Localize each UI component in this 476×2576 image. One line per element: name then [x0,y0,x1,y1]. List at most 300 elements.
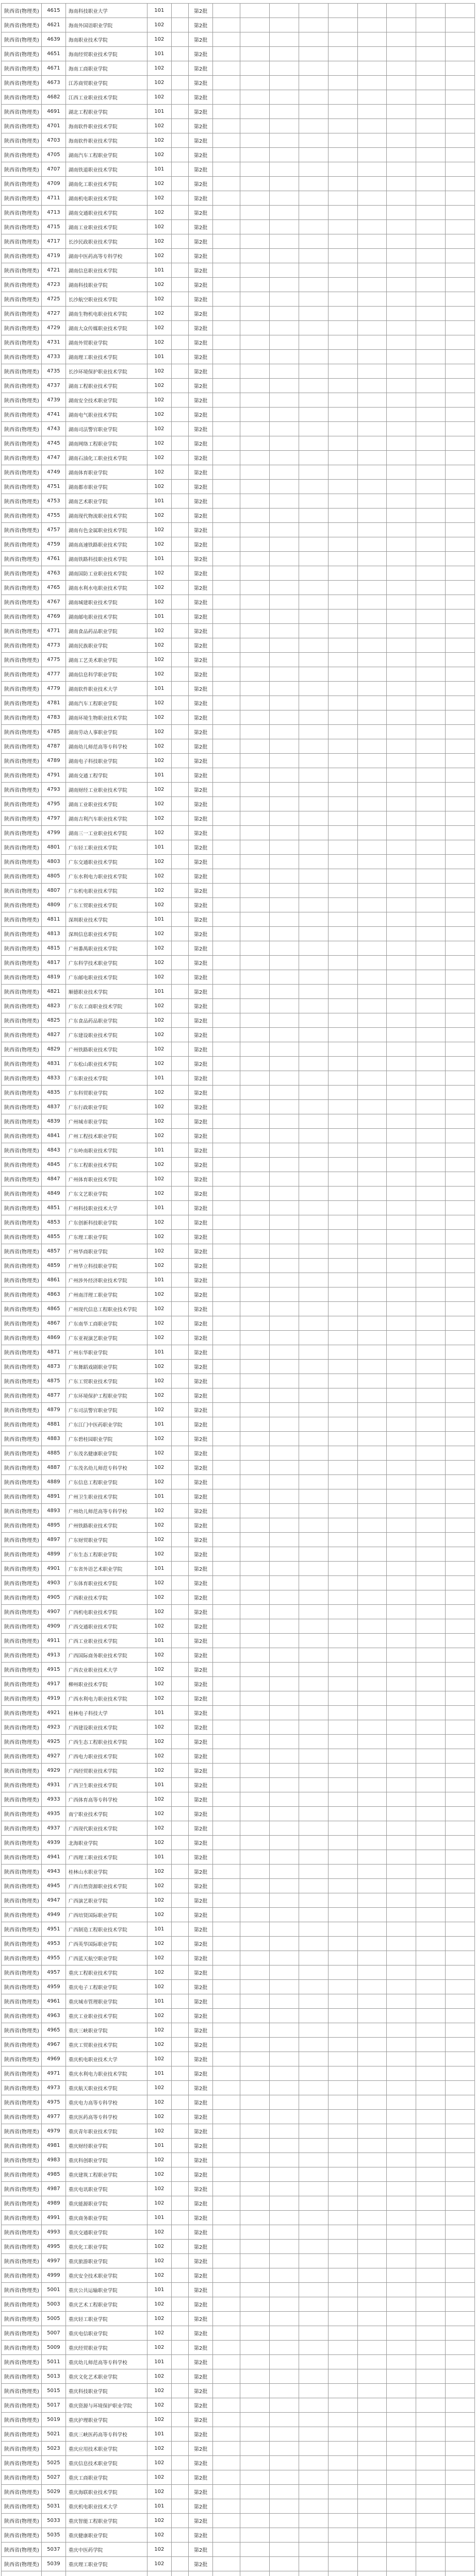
table-cell: 101 [147,1143,171,1158]
table-cell [357,1807,387,1821]
table-cell [270,1865,299,1879]
table-row [2,826,475,840]
table-cell: 4755 [41,509,65,523]
table-cell [270,1965,299,1980]
table-cell [171,494,188,509]
table-cell [270,768,299,783]
table-cell: 陕西省(物理类) [2,667,42,682]
table-row [2,1807,475,1821]
table-cell [240,1187,270,1201]
table-cell: 102 [147,581,171,595]
table-cell [299,1908,329,1922]
table-cell [328,1417,357,1432]
table-cell [446,1691,475,1706]
table-cell [240,1735,270,1749]
table-cell: 第2批 [189,1518,213,1533]
table-cell [299,1100,329,1114]
table-row [2,451,475,465]
table-row [2,2470,475,2485]
table-row [2,1475,475,1489]
table-cell: 湖南电气职业技术学院 [65,408,147,422]
table-cell [357,1547,387,1562]
table-cell [328,1605,357,1619]
table-cell [212,667,240,682]
table-cell: 陕西省(物理类) [2,2355,42,2369]
table-cell [357,653,387,667]
table-cell: 4803 [41,855,65,869]
table-cell [270,1562,299,1576]
table-cell [387,465,416,480]
table-cell [416,1432,446,1446]
table-cell [240,278,270,292]
table-cell [416,2341,446,2355]
table-cell [328,581,357,595]
table-cell [171,1086,188,1100]
table-cell [212,1100,240,1114]
table-cell: 第2批 [189,335,213,350]
table-cell [171,1273,188,1287]
table-cell [270,1316,299,1331]
table-cell: 陕西省(物理类) [2,1244,42,1259]
table-cell: 4963 [41,2009,65,2023]
table-cell: 4975 [41,2095,65,2110]
table-cell [299,2124,329,2139]
table-cell [240,2312,270,2326]
table-cell: 海南软件职业技术学院 [65,133,147,148]
table-row [2,840,475,855]
table-cell [171,1663,188,1677]
table-cell [240,1331,270,1345]
table-cell [171,638,188,653]
table-cell [299,999,329,1013]
table-cell [328,249,357,263]
table-cell: 陕西省(物理类) [2,422,42,436]
table-cell: 4801 [41,840,65,855]
table-cell: 重庆健康职业学院 [65,2528,147,2543]
table-cell [328,2341,357,2355]
table-cell [357,1129,387,1143]
table-cell: 第2批 [189,393,213,408]
table-cell: 4989 [41,2196,65,2211]
table-cell: 广东碧桂园职业学院 [65,1432,147,1446]
table-cell [240,2124,270,2139]
table-cell: 广东生态工程职业学院 [65,1547,147,1562]
table-cell [299,191,329,206]
table-cell [357,1937,387,1951]
table-cell [270,206,299,220]
table-cell [270,1634,299,1648]
table-cell: 4731 [41,335,65,350]
table-cell [212,249,240,263]
table-cell [299,985,329,999]
table-cell [171,2442,188,2456]
table-cell: 陕西省(物理类) [2,2557,42,2571]
table-cell [357,2095,387,2110]
table-cell: 陕西省(物理类) [2,2225,42,2240]
table-cell: 陕西省(物理类) [2,2240,42,2254]
table-cell [328,595,357,609]
table-cell [328,509,357,523]
table-cell [212,2355,240,2369]
table-cell: 102 [147,1951,171,1965]
table-cell [171,2355,188,2369]
table-cell: 101 [147,2139,171,2153]
table-cell: 102 [147,1821,171,1836]
table-cell: 重庆理工职业学院 [65,2557,147,2571]
table-cell [387,1648,416,1663]
table-cell [387,1273,416,1287]
table-cell [270,1057,299,1071]
table-cell [446,278,475,292]
table-cell [357,2240,387,2254]
table-cell [299,133,329,148]
table-row [2,797,475,811]
table-cell [446,2066,475,2081]
table-cell [299,1547,329,1562]
table-cell [357,2326,387,2341]
table-cell: 陕西省(物理类) [2,1807,42,1821]
table-cell: 4881 [41,1417,65,1432]
table-cell [357,379,387,393]
table-cell: 陕西省(物理类) [2,2369,42,2384]
table-cell [416,1360,446,1374]
table-cell [446,1187,475,1201]
table-cell: 102 [147,2384,171,2398]
table-cell [387,884,416,898]
table-cell: 4853 [41,1215,65,1230]
table-cell: 重庆中医药学院 [65,2543,147,2557]
table-cell: 101 [147,162,171,177]
table-cell [240,1547,270,1562]
table-cell: 广西自然资源职业技术学院 [65,1879,147,1893]
table-cell: 102 [147,2182,171,2196]
table-cell: 4769 [41,609,65,624]
table-cell [446,1562,475,1576]
table-cell [270,1908,299,1922]
table-cell [270,581,299,595]
table-cell [270,609,299,624]
table-cell: 第2批 [189,523,213,537]
table-cell [446,1100,475,1114]
table-cell [212,1547,240,1562]
table-cell [171,292,188,307]
table-cell [299,1172,329,1187]
table-cell: 4682 [41,90,65,105]
table-cell [299,1691,329,1706]
table-cell [387,191,416,206]
table-cell [240,970,270,985]
table-cell [212,1980,240,1994]
table-cell [387,537,416,552]
table-cell: 陕西省(物理类) [2,2196,42,2211]
table-row [2,1879,475,1893]
table-cell: 海南经贸职业技术学院 [65,47,147,61]
table-cell [171,2153,188,2167]
table-cell: 重庆商务职业学院 [65,2211,147,2225]
table-cell: 4871 [41,1345,65,1360]
table-cell: 第2批 [189,1590,213,1605]
table-cell: 第2批 [189,2470,213,2485]
table-cell: 桂林电子科技大学 [65,1706,147,1720]
table-cell: 重庆青年职业技术学院 [65,2124,147,2139]
table-cell: 102 [147,509,171,523]
table-cell [270,61,299,76]
table-cell: 102 [147,393,171,408]
table-cell: 湖北工程职业学院 [65,105,147,119]
table-cell [446,1994,475,2009]
table-cell: 102 [147,307,171,321]
table-row [2,2485,475,2499]
table-cell [270,1619,299,1634]
table-cell: 102 [147,1836,171,1850]
table-cell [171,566,188,581]
table-cell [446,1735,475,1749]
table-cell [270,4,299,18]
table-cell [240,2470,270,2485]
table-cell [240,1663,270,1677]
table-cell [416,191,446,206]
table-cell [212,162,240,177]
table-cell [357,436,387,451]
table-cell [240,2225,270,2240]
table-cell: 4889 [41,1475,65,1489]
table-cell [357,494,387,509]
table-cell [240,2283,270,2297]
table-cell: 101 [147,2355,171,2369]
table-cell: 第2批 [189,1331,213,1345]
table-cell [357,307,387,321]
table-row [2,1172,475,1187]
table-cell: 101 [147,768,171,783]
table-cell [387,32,416,47]
table-cell [357,537,387,552]
table-row [2,162,475,177]
table-cell: 第2批 [189,2009,213,2023]
table-cell: 4955 [41,1951,65,1965]
table-cell: 第2批 [189,956,213,970]
table-cell [171,206,188,220]
table-row [2,1215,475,1230]
table-cell [387,869,416,884]
table-cell: 陕西省(物理类) [2,292,42,307]
table-cell [446,509,475,523]
table-cell: 广东司法警官职业学院 [65,1403,147,1417]
table-cell [357,1879,387,1893]
table-cell [328,61,357,76]
table-cell [270,335,299,350]
table-cell: 陕西省(物理类) [2,1028,42,1042]
table-cell [240,739,270,754]
table-cell: 陕西省(物理类) [2,2442,42,2456]
table-cell [240,1071,270,1086]
table-cell [270,1518,299,1533]
table-cell [212,1360,240,1374]
table-cell [328,898,357,912]
table-cell [299,1518,329,1533]
table-cell: 湖南工艺美术职业学院 [65,653,147,667]
table-cell: 湖南劳动人事职业学院 [65,725,147,739]
table-cell [416,2182,446,2196]
table-cell [299,1749,329,1764]
table-cell [270,1951,299,1965]
table-cell [299,1720,329,1735]
table-cell [212,2095,240,2110]
table-cell [240,1691,270,1706]
table-cell [299,335,329,350]
table-cell: 第2批 [189,1071,213,1086]
table-cell [171,2413,188,2427]
table-row [2,2023,475,2038]
table-cell: 第2批 [189,1850,213,1865]
table-cell [299,436,329,451]
table-cell [299,523,329,537]
table-cell: 102 [147,90,171,105]
table-cell [357,1345,387,1360]
table-cell: 102 [147,422,171,436]
table-cell: 102 [147,1013,171,1028]
table-cell [416,985,446,999]
table-cell: 顺德职业技术学院 [65,985,147,999]
table-cell: 4991 [41,2211,65,2225]
table-cell [270,2023,299,2038]
table-cell [416,350,446,364]
table-cell [387,710,416,725]
table-cell [416,1129,446,1143]
table-cell: 第2批 [189,1908,213,1922]
table-cell [240,956,270,970]
table-cell [357,1489,387,1504]
table-cell [328,465,357,480]
table-cell: 第2批 [189,2384,213,2398]
table-cell [270,1720,299,1735]
table-cell: 4855 [41,1230,65,1244]
table-cell [387,783,416,797]
table-cell [387,2268,416,2283]
table-cell: 广州城市职业学院 [65,1114,147,1129]
table-cell [357,1071,387,1086]
table-cell [171,783,188,797]
table-cell: 第2批 [189,2124,213,2139]
table-cell [299,1792,329,1807]
table-cell [328,1893,357,1908]
table-cell: 第2批 [189,1951,213,1965]
table-cell [416,2268,446,2283]
table-cell [416,1749,446,1764]
table-cell [299,177,329,191]
table-cell [270,1836,299,1850]
table-cell [171,1475,188,1489]
table-cell [387,609,416,624]
table-cell [416,2384,446,2398]
table-cell: 第2批 [189,1345,213,1360]
table-cell [299,638,329,653]
table-cell [171,18,188,32]
table-row [2,2225,475,2240]
table-cell [387,278,416,292]
table-row [2,523,475,537]
table-cell: 102 [147,1057,171,1071]
table-cell [240,1821,270,1836]
table-cell: 陕西省(物理类) [2,2139,42,2153]
table-cell [270,278,299,292]
table-cell: 4929 [41,1764,65,1778]
table-cell [416,1302,446,1316]
table-cell [357,32,387,47]
table-cell [171,2240,188,2254]
table-cell [357,2196,387,2211]
table-cell: 101 [147,1417,171,1432]
table-cell [212,2341,240,2355]
table-cell [387,206,416,220]
table-cell [212,2182,240,2196]
table-cell [171,2182,188,2196]
table-cell [270,90,299,105]
table-cell: 第2批 [189,47,213,61]
table-cell [240,1893,270,1908]
table-cell [328,2225,357,2240]
table-cell [171,898,188,912]
table-cell [270,2398,299,2413]
table-cell: 陕西省(物理类) [2,783,42,797]
table-cell: 102 [147,2312,171,2326]
table-cell [240,2442,270,2456]
table-cell [446,581,475,595]
table-cell: 陕西省(物理类) [2,2312,42,2326]
table-cell [171,2124,188,2139]
table-cell [416,2167,446,2182]
table-cell: 4713 [41,206,65,220]
table-cell [446,206,475,220]
table-cell: 陕西省(物理类) [2,1345,42,1360]
table-cell [270,2499,299,2514]
table-cell [387,638,416,653]
table-cell [212,2514,240,2528]
table-cell: 深圳信息职业技术学院 [65,927,147,941]
table-cell [299,1475,329,1489]
table-cell [212,840,240,855]
table-cell [328,667,357,682]
table-cell [387,2470,416,2485]
table-cell [328,1922,357,1937]
table-cell: 广西经贸职业技术学院 [65,1764,147,1778]
table-cell [416,1057,446,1071]
table-cell: 陕西省(物理类) [2,840,42,855]
table-cell: 广州铁路职业技术学院 [65,1042,147,1057]
table-cell [212,1187,240,1201]
table-cell [416,811,446,826]
table-cell [416,2355,446,2369]
table-cell: 102 [147,1865,171,1879]
table-row [2,2398,475,2413]
table-cell [416,1590,446,1605]
table-cell [299,2470,329,2485]
table-cell [328,2023,357,2038]
table-cell [416,1937,446,1951]
table-cell [240,1792,270,1807]
table-cell: 第2批 [189,1807,213,1821]
table-cell: 广州华商职业学院 [65,1244,147,1259]
table-cell [357,133,387,148]
table-cell [328,105,357,119]
table-cell [240,653,270,667]
table-cell: 第2批 [189,321,213,335]
table-cell: 102 [147,1475,171,1489]
table-cell: 广东邮电职业技术学院 [65,970,147,985]
table-cell [416,2514,446,2528]
table-cell [416,1735,446,1749]
table-cell [270,1042,299,1057]
table-cell [270,2514,299,2528]
